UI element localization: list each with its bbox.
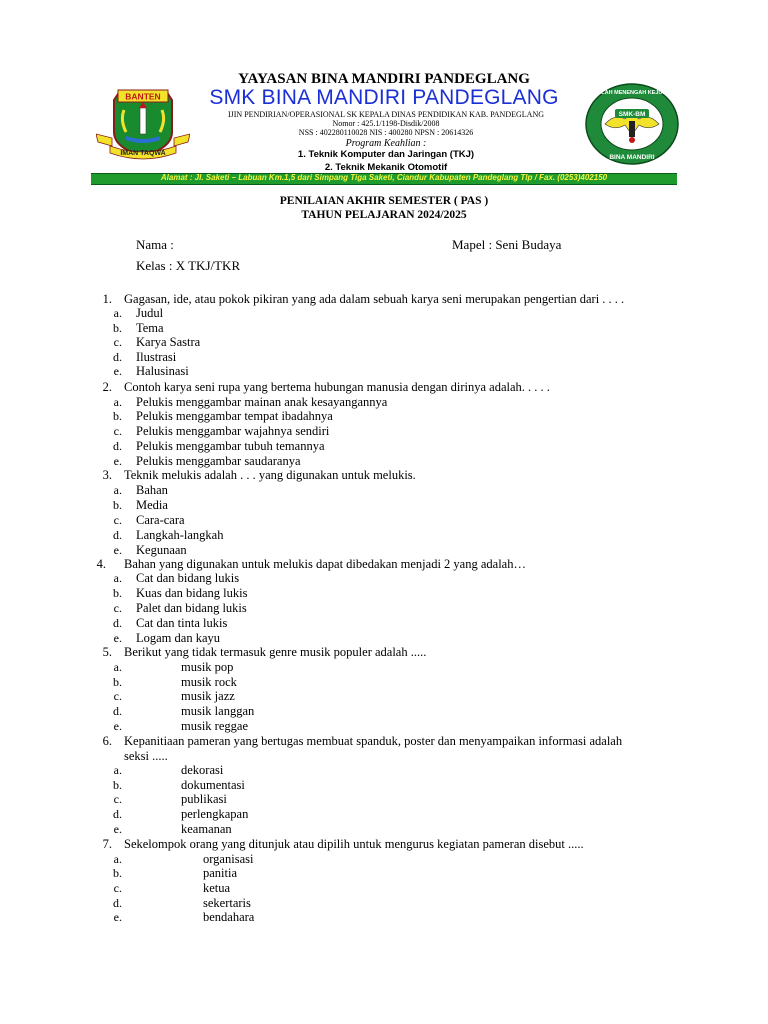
question-text: Gagasan, ide, atau pokok pikiran yang ada dalam sebuah karya seni merupakan pengertian dari . . . . — [124, 292, 625, 306]
option-label: d. — [113, 439, 122, 453]
student-name-label: Nama : — [136, 237, 174, 252]
option-text: Pelukis menggambar saudaranya — [136, 454, 301, 468]
address-text: Alamat : Jl. Saketi – Labuan Km.1,5 dari Simpang Tiga Saketi, Ciandur Kabupaten Pandeglang Tlp / Fax. (0253)402150 — [160, 173, 608, 182]
option-label: b. — [113, 586, 122, 600]
option-text: Kuas dan bidang lukis — [136, 586, 248, 600]
option-text: Cara-cara — [136, 513, 185, 527]
question-text: Sekelompok orang yang ditunjuk atau dipilih untuk mengurus kegiatan pameran disebut ..... — [124, 837, 584, 851]
option-text: musik jazz — [181, 689, 235, 703]
question-number: 3. — [102, 468, 112, 482]
option-label: d. — [113, 528, 122, 542]
option-text: Karya Sastra — [136, 335, 201, 349]
class-label: Kelas : X TKJ/TKR — [136, 258, 241, 273]
option-label: a. — [113, 763, 122, 777]
option-label: d. — [113, 896, 122, 910]
question-number: 1. — [102, 292, 112, 306]
question-text: Kepanitiaan pameran yang bertugas membuat spanduk, poster dan menyampaikan informasi adalah — [124, 734, 623, 748]
option-label: d. — [113, 350, 122, 364]
option-text: perlengkapan — [181, 807, 249, 821]
option-text: musik pop — [181, 660, 234, 674]
option-label: e. — [113, 454, 122, 468]
option-label: e. — [113, 910, 122, 924]
option-text: Pelukis menggambar wajahnya sendiri — [136, 424, 330, 438]
option-label: c. — [113, 689, 122, 703]
option-label: a. — [113, 306, 122, 320]
option-text: Judul — [136, 306, 164, 320]
question-number: 4. — [96, 557, 106, 571]
question-text: Berikut yang tidak termasuk genre musik populer adalah ..... — [124, 645, 427, 659]
permit-line: IJIN PENDIRIAN/OPERASIONAL SK KEPALA DINAS PENDIDIKAN KAB. PANDEGLANG — [227, 110, 544, 119]
foundation-name: YAYASAN BINA MANDIRI PANDEGLANG — [238, 71, 530, 87]
option-label: e. — [113, 543, 122, 557]
option-label: b. — [113, 675, 122, 689]
option-text: dokumentasi — [181, 778, 245, 792]
program-item-2: 2. Teknik Mekanik Otomotif — [324, 162, 448, 173]
option-label: d. — [113, 704, 122, 718]
option-label: e. — [113, 822, 122, 836]
banten-emblem-logo — [96, 86, 190, 160]
subject-label: Mapel : Seni Budaya — [452, 237, 562, 252]
option-label: a. — [113, 660, 122, 674]
question-number: 7. — [102, 837, 112, 851]
option-text: Logam dan kayu — [136, 631, 221, 645]
option-text: musik rock — [181, 675, 237, 689]
option-text: Palet dan bidang lukis — [136, 601, 247, 615]
option-text: Media — [136, 498, 168, 512]
school-ids: NSS : 402280110028 NIS : 400280 NPSN : 20614326 — [298, 128, 474, 137]
option-text: Halusinasi — [136, 364, 189, 378]
option-label: c. — [113, 335, 122, 349]
option-text: Cat dan bidang lukis — [136, 571, 240, 585]
option-text: Ilustrasi — [136, 350, 177, 364]
question-text: Teknik melukis adalah . . . yang digunakan untuk melukis. — [124, 468, 416, 482]
option-label: b. — [113, 778, 122, 792]
option-label: c. — [113, 881, 122, 895]
option-label: b. — [113, 409, 122, 423]
option-text: Bahan — [136, 483, 168, 497]
badge-ring-text: SEKOLAH MENENGAH KEJURUAN — [585, 90, 679, 96]
option-text: dekorasi — [181, 763, 224, 777]
emblem-top-text: BANTEN — [125, 91, 161, 102]
option-label: e. — [113, 719, 122, 733]
badge-bottom-text: BINA MANDIRI — [609, 154, 655, 161]
question-text-continued: seksi ..... — [124, 749, 168, 763]
option-text: Pelukis menggambar mainan anak kesayangannya — [136, 395, 388, 409]
question-text: Bahan yang digunakan untuk melukis dapat dibedakan menjadi 2 yang adalah… — [124, 557, 526, 571]
school-badge-logo — [585, 83, 679, 165]
option-label: b. — [113, 321, 122, 335]
option-label: c. — [113, 792, 122, 806]
option-text: musik langgan — [181, 704, 255, 718]
option-label: c. — [113, 601, 122, 615]
option-text: Kegunaan — [136, 543, 187, 557]
option-label: d. — [113, 807, 122, 821]
program-item-1: 1. Teknik Komputer dan Jaringan (TKJ) — [297, 149, 475, 160]
option-label: a. — [113, 395, 122, 409]
option-text: bendahara — [203, 910, 255, 924]
option-label: a. — [113, 852, 122, 866]
question-number: 5. — [102, 645, 112, 659]
option-text: Pelukis menggambar tempat ibadahnya — [136, 409, 333, 423]
option-label: a. — [113, 483, 122, 497]
question-text: Contoh karya seni rupa yang bertema hubungan manusia dengan dirinya adalah. . . . . — [124, 380, 550, 394]
option-text: Langkah-langkah — [136, 528, 224, 542]
program-heading: Program Keahlian : — [345, 138, 427, 149]
question-number: 2. — [102, 380, 112, 394]
badge-text: SMK-BM — [618, 111, 646, 118]
option-text: sekertaris — [203, 896, 251, 910]
option-label: d. — [113, 616, 122, 630]
school-name: SMK BINA MANDIRI PANDEGLANG — [209, 86, 559, 109]
exam-title: PENILAIAN AKHIR SEMESTER ( PAS ) — [279, 195, 489, 207]
option-label: e. — [113, 364, 122, 378]
option-text: Pelukis menggambar tubuh temannya — [136, 439, 325, 453]
option-text: musik reggae — [181, 719, 248, 733]
option-label: a. — [113, 571, 122, 585]
permit-number: Nomor : 425.1/1198-Disdik/2008 — [332, 119, 440, 128]
emblem-motto-text: IMAN TAQWA — [120, 150, 166, 157]
option-text: publikasi — [181, 792, 227, 806]
option-text: Tema — [136, 321, 164, 335]
option-text: organisasi — [203, 852, 254, 866]
option-text: ketua — [203, 881, 231, 895]
exam-year: TAHUN PELAJARAN 2024/2025 — [301, 209, 467, 221]
option-label: c. — [113, 513, 122, 527]
option-label: b. — [113, 866, 122, 880]
address-bar — [91, 173, 677, 185]
option-text: panitia — [203, 866, 238, 880]
question-number: 6. — [102, 734, 112, 748]
option-label: b. — [113, 498, 122, 512]
option-text: Cat dan tinta lukis — [136, 616, 228, 630]
option-label: c. — [113, 424, 122, 438]
option-text: keamanan — [181, 822, 232, 836]
option-label: e. — [113, 631, 122, 645]
